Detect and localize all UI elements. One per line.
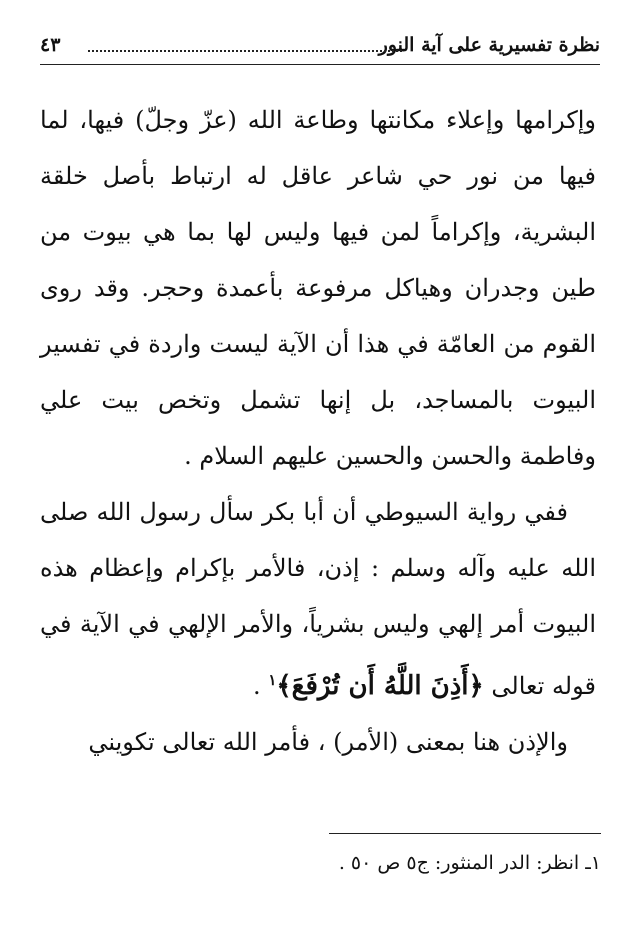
footnote: ١ـ انظر: الدر المنثور: ج٥ ص ٥٠ . <box>338 852 601 874</box>
footnote-reference: ١ <box>268 671 277 689</box>
paragraph-2-text: ففي رواية السيوطي أن أبا بكر سأل رسول الله صلى الله عليه وآله وسلم : إذن، فالأمر بإكرام وإعظام هذه البيوت أمر إلهي وليس بشرياً، والأمر الإلهي في الآية في قوله تعالى <box>40 498 596 700</box>
header-dot-leader <box>88 50 402 52</box>
body-text <box>40 92 596 770</box>
footnote-separator <box>329 833 601 834</box>
page-number: ٤٣ <box>40 34 61 56</box>
paragraph-2 <box>40 484 596 714</box>
paragraph-1: وإكرامها وإعلاء مكانتها وطاعة الله (عزّ وجلّ) فيها، لما فيها من نور حي شاعر عاقل له ارتباط بأصل خلقة البشرية، وإكراماً لمن فيها وليس لها بما هي بيوت من طين وجدران وهياكل مرفوعة بأعمدة وحجر. وقد روى القوم من العامّة في هذا أن الآية ليست واردة في تفسير البيوت بالمساجد، بل إنها تشمل وتخص بيت علي وفاطمة والحسن والحسين عليهم السلام . <box>40 106 597 470</box>
quran-verse: ﴿أَذِنَ اللَّهُ أَن تُرْفَعَ﴾ <box>276 671 484 701</box>
running-header <box>40 30 600 65</box>
header-title: نظرة تفسيرية على آية النور <box>378 34 600 56</box>
paragraph-3: والإذن هنا بمعنى (الأمر) ، فأمر الله تعالى تكويني <box>88 728 568 756</box>
paragraph-2-end: . <box>253 672 261 700</box>
